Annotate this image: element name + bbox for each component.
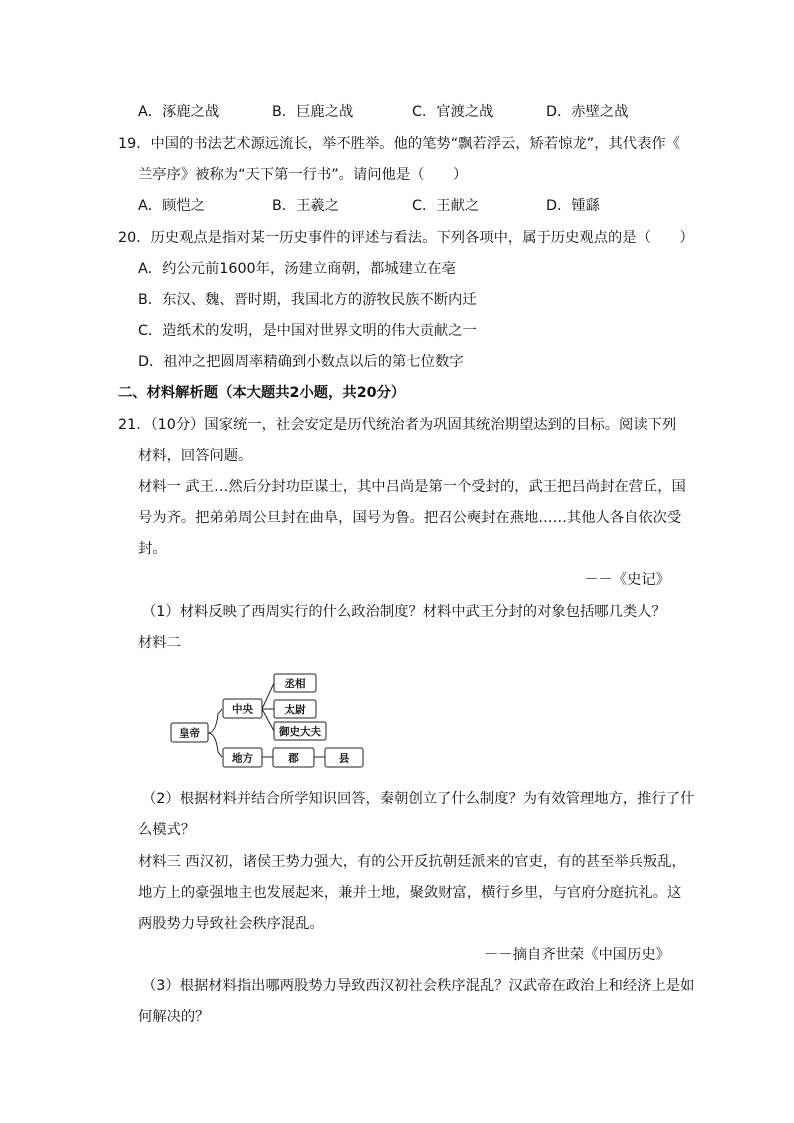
material1-line1: 材料一 武王…然后分封功臣谋士，其中吕尚是第一个受封的，武王把吕尚封在营丘，国 — [138, 479, 686, 495]
material3-source: －－摘自齐世荣《中国历史》 — [484, 947, 670, 963]
subquestion-2-line1: （2）根据材料并结合所学知识回答，秦朝创立了什么制度？为有效管理地方，推行了什 — [142, 791, 695, 807]
q19-stem-line1: 19．中国的书法艺术源远流长，举不胜举。他的笔势“飘若浮云，矫若惊龙”，其代表作《 — [118, 136, 680, 152]
q19-option-c: C．王献之 — [412, 198, 480, 214]
label-local: 地方 — [232, 752, 253, 765]
q21-stem-line1: 21．（10分）国家统一，社会安定是历代统治者为巩固其统治期望达到的目标。阅读下列 — [118, 417, 677, 433]
label-censor: 御史大夫 — [279, 726, 321, 738]
q20-option-c: C．造纸术的发明，是中国对世界文明的伟大贡献之一 — [138, 323, 477, 339]
q18-option-d: D．赤壁之战 — [546, 104, 629, 120]
connector-central-censor — [262, 709, 274, 731]
connector-emperor-central — [208, 709, 222, 733]
q19-stem-line2: 兰亭序》被称为“天下第一行书”。请问他是（ ） — [138, 167, 468, 183]
q20-stem: 20．历史观点是指对某一历史事件的评述与看法。下列各项中，属于历史观点的是（ ） — [118, 230, 694, 246]
q20-option-a: A．约公元前1600年，汤建立商朝，都城建立在亳 — [138, 261, 456, 277]
material3-line3: 两股势力导致社会秩序混乱。 — [138, 916, 324, 932]
connector-emperor-local — [208, 733, 222, 757]
subquestion-2-line2: 么模式？ — [138, 822, 196, 838]
label-emperor: 皇帝 — [179, 727, 200, 740]
material1-line2: 号为齐。把弟弟周公旦封在曲阜，国号为鲁。把召公奭封在燕地……其他人各自依次受 — [138, 510, 682, 526]
q18-option-c: C．官渡之战 — [412, 104, 494, 120]
q18-option-b: B．巨鹿之战 — [272, 104, 354, 120]
connector-central-chancellor — [262, 683, 274, 709]
subquestion-3-line1: （3）根据材料指出哪两股势力导致西汉初社会秩序混乱？汉武帝在政治上和经济上是如 — [142, 978, 695, 994]
material1-line3: 封。 — [138, 541, 167, 557]
subquestion-3-line2: 何解决的？ — [138, 1009, 210, 1025]
material3-line2: 地方上的豪强地主也发展起来，兼并土地，聚敛财富，横行乡里，与官府分庭抗礼。这 — [138, 885, 682, 901]
label-commandery: 郡 — [288, 752, 299, 765]
label-central: 中央 — [232, 703, 253, 716]
q19-option-a: A．顾恺之 — [138, 198, 205, 214]
label-taiwei: 太尉 — [284, 704, 306, 716]
q19-option-b: B．王羲之 — [272, 198, 339, 214]
q20-option-d: D．祖冲之把圆周率精确到小数点以后的第七位数字 — [138, 354, 464, 370]
subquestion-1: （1）材料反映了西周实行的什么政治制度？材料中武王分封的对象包括哪几类人？ — [142, 604, 666, 620]
material2-label: 材料二 — [138, 635, 181, 651]
qin-government-diagram — [168, 668, 368, 772]
material1-source: －－《史记》 — [584, 572, 670, 588]
q21-stem-line2: 材料，回答问题。 — [138, 448, 253, 464]
label-chancellor: 丞相 — [284, 678, 306, 690]
q19-option-d: D．锺繇 — [546, 198, 600, 214]
material3-line1: 材料三 西汉初，诸侯王势力强大，有的公开反抗朝廷派来的官吏，有的甚至举兵叛乱， — [138, 854, 686, 870]
q20-option-b: B．东汉、魏、晋时期，我国北方的游牧民族不断内迁 — [138, 292, 477, 308]
label-county: 县 — [338, 752, 350, 765]
section-heading: 二、材料解析题（本大题共2小题，共20分） — [118, 385, 406, 401]
q18-option-a: A．涿鹿之战 — [138, 104, 220, 120]
